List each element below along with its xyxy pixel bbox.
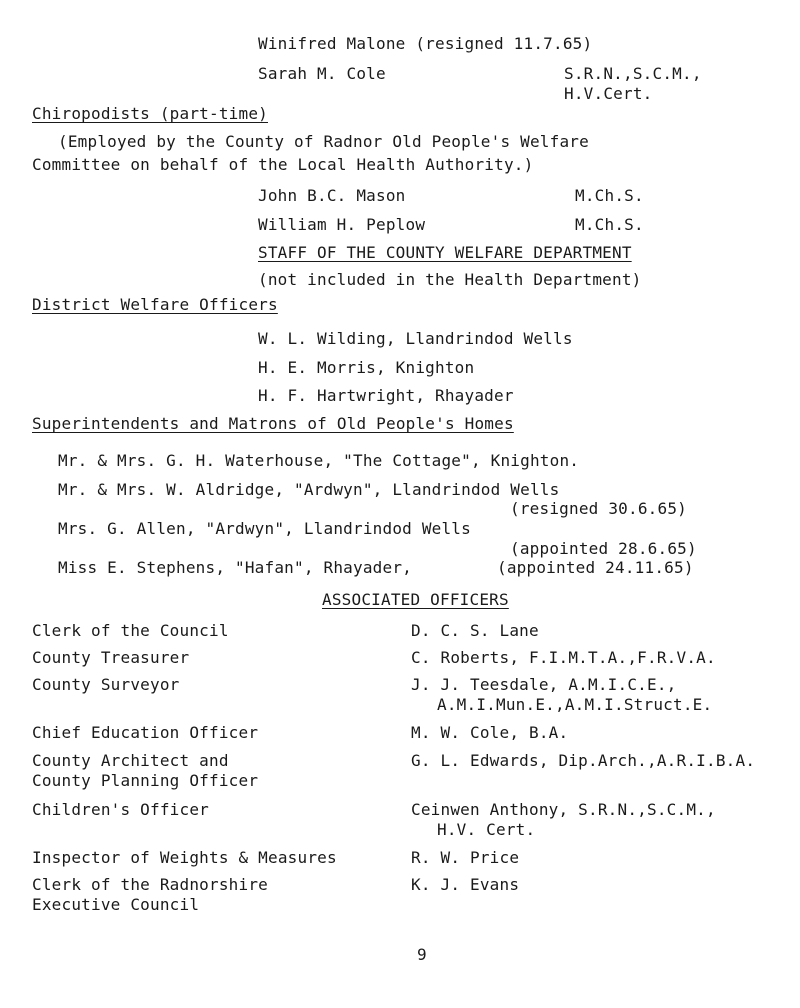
page-number: 9 — [417, 945, 427, 964]
superintendent-line: Mr. & Mrs. G. H. Waterhouse, "The Cottage", Knighton. — [58, 451, 580, 470]
associated-role: Clerk of the Radnorshire — [32, 875, 268, 894]
associated-role: County Surveyor — [32, 675, 180, 694]
district-welfare-heading: District Welfare Officers — [32, 295, 278, 314]
chiropodists-heading: Chiropodists (part-time) — [32, 104, 268, 123]
superintendent-note: (appointed 28.6.65) — [510, 539, 697, 558]
superintendent-line: Mr. & Mrs. W. Aldridge, "Ardwyn", Llandrindod Wells — [58, 480, 560, 499]
superintendent-line: Miss E. Stephens, "Hafan", Rhayader, — [58, 558, 412, 577]
chiropodist-quals: M.Ch.S. — [575, 186, 644, 205]
associated-name: M. W. Cole, B.A. — [411, 723, 569, 742]
superintendent-note: (resigned 30.6.65) — [510, 499, 687, 518]
associated-name: R. W. Price — [411, 848, 520, 867]
staff-subheading: (not included in the Health Department) — [258, 270, 642, 289]
sarah-cole-quals: S.R.N.,S.C.M., — [564, 64, 702, 83]
welfare-officer: W. L. Wilding, Llandrindod Wells — [258, 329, 573, 348]
welfare-officer: H. F. Hartwright, Rhayader — [258, 386, 514, 405]
associated-role: Chief Education Officer — [32, 723, 259, 742]
chiropodists-note-line-1: (Employed by the County of Radnor Old People's Welfare — [58, 132, 589, 151]
associated-role: Children's Officer — [32, 800, 209, 819]
associated-name: J. J. Teesdale, A.M.I.C.E., — [411, 675, 677, 694]
associated-name: C. Roberts, F.I.M.T.A.,F.R.V.A. — [411, 648, 716, 667]
associated-role: Clerk of the Council — [32, 621, 229, 640]
associated-name-cont: H.V. Cert. — [437, 820, 536, 839]
associated-role: County Treasurer — [32, 648, 190, 667]
sarah-cole-quals-2: H.V.Cert. — [564, 84, 653, 103]
chiropodist-name: William H. Peplow — [258, 215, 426, 234]
associated-name: G. L. Edwards, Dip.Arch.,A.R.I.B.A. — [411, 751, 756, 770]
associated-name: Ceinwen Anthony, S.R.N.,S.C.M., — [411, 800, 716, 819]
resigned-officer-line: Winifred Malone (resigned 11.7.65) — [258, 34, 593, 53]
associated-name: K. J. Evans — [411, 875, 520, 894]
chiropodists-note-line-2: Committee on behalf of the Local Health Authority.) — [32, 155, 534, 174]
welfare-officer: H. E. Morris, Knighton — [258, 358, 475, 377]
superintendent-note: (appointed 24.11.65) — [497, 558, 694, 577]
sarah-cole-name: Sarah M. Cole — [258, 64, 386, 83]
staff-heading: STAFF OF THE COUNTY WELFARE DEPARTMENT — [258, 243, 632, 262]
associated-role-cont: County Planning Officer — [32, 771, 259, 790]
associated-heading: ASSOCIATED OFFICERS — [322, 590, 509, 609]
associated-role-cont: Executive Council — [32, 895, 200, 914]
superintendent-line: Mrs. G. Allen, "Ardwyn", Llandrindod Wells — [58, 519, 471, 538]
chiropodist-quals: M.Ch.S. — [575, 215, 644, 234]
chiropodist-name: John B.C. Mason — [258, 186, 406, 205]
associated-name-cont: A.M.I.Mun.E.,A.M.I.Struct.E. — [437, 695, 713, 714]
superintendents-heading: Superintendents and Matrons of Old People's Homes — [32, 414, 514, 433]
associated-role: Inspector of Weights & Measures — [32, 848, 337, 867]
associated-role: County Architect and — [32, 751, 229, 770]
associated-name: D. C. S. Lane — [411, 621, 539, 640]
